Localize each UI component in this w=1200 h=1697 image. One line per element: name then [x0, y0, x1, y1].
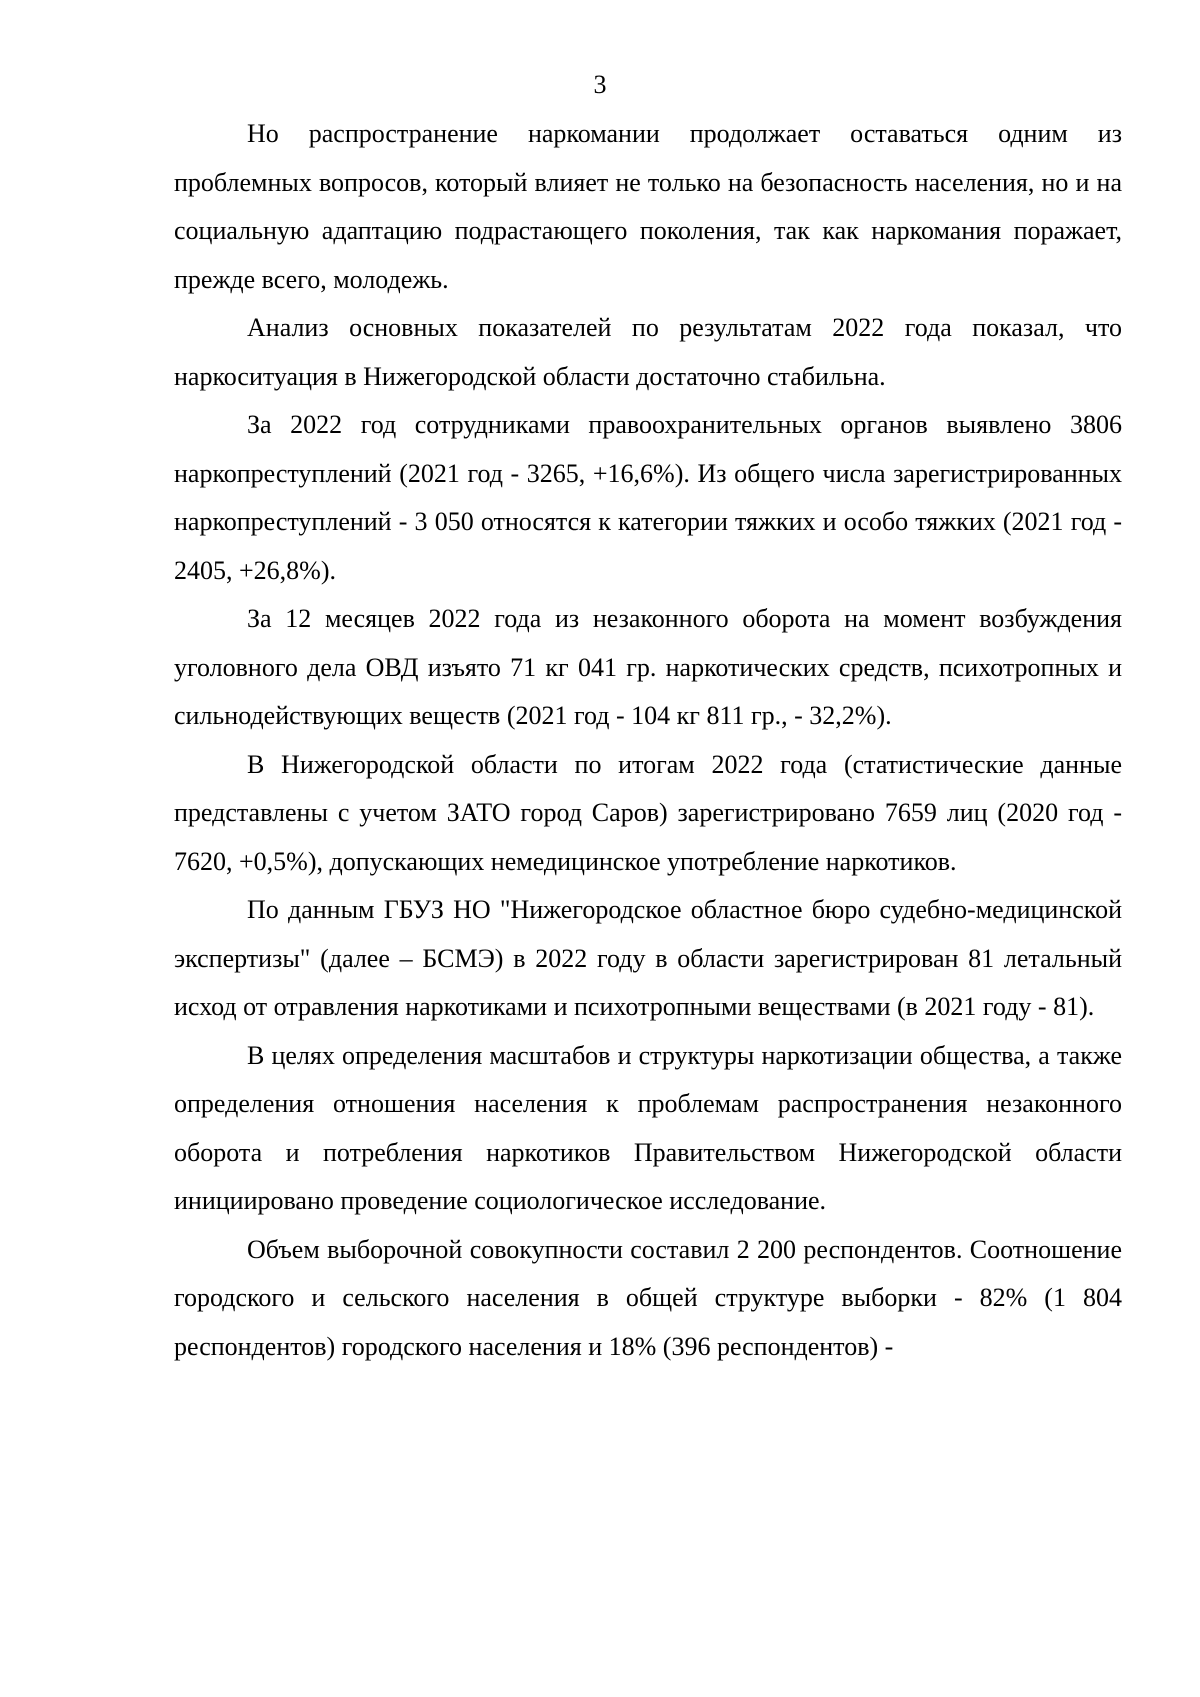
paragraph-sociological-study: В целях определения масштабов и структуры наркотизации общества, а также определения отношения населения к проблемам распространения незаконного оборота и потребления наркотиков Правительством Нижегородской области инициировано проведение социологическое исследование. [174, 1040, 1122, 1215]
paragraph-fatal-outcomes: По данным ГБУЗ НО "Нижегородское областное бюро судебно-медицинской экспертизы" (далее – БСМЭ) в 2022 году в области зарегистрирован 81 летальный исход от отравления наркотиками и психотропными веществами (в 2021 году - 81). [174, 895, 1122, 1021]
paragraph-drug-crimes: За 2022 год сотрудниками правоохранительных органов выявлено 3806 наркопреступлений (2021 год - 3265, +16,6%). Из общего числа зарегистрированных наркопреступлений - 3 050 относятся к категории тяжких и особо тяжких (2021 год - 2405, +26,8%). [174, 410, 1122, 585]
paragraph-sample-size: Объем выборочной совокупности составил 2 200 респондентов. Соотношение городского и сельского населения в общей структуре выборки - 82% (1 804 респондентов) городского населения и 18% (396 респондентов) - [174, 1234, 1122, 1361]
paragraph-drug-addiction-spread: Но распространение наркомании продолжает оставаться одним из проблемных вопросов, который влияет не только на безопасность населения, но и на социальную адаптацию подрастающего поколения, так как наркомания поражает, прежде всего, молодежь. [174, 119, 1122, 294]
paragraph-registered-users: В Нижегородской области по итогам 2022 года (статистические данные представлены с учетом ЗАТО город Саров) зарегистрировано 7659 лиц (2020 год - 7620, +0,5%), допускающих немедицинское употребление наркотиков. [174, 749, 1122, 876]
paragraph-seizures: За 12 месяцев 2022 года из незаконного оборота на момент возбуждения уголовного дела ОВД изъято 71 кг 041 гр. наркотических средств, психотропных и сильнодействующих веществ (2021 год - 104 кг 811 гр., - 32,2%). [174, 604, 1122, 730]
document-body [174, 110, 1122, 1371]
page-number: 3 [593, 70, 607, 99]
paragraph-indicator-analysis: Анализ основных показателей по результатам 2022 года показал, что наркоситуация в Нижегородской области достаточно стабильна. [174, 313, 1122, 391]
